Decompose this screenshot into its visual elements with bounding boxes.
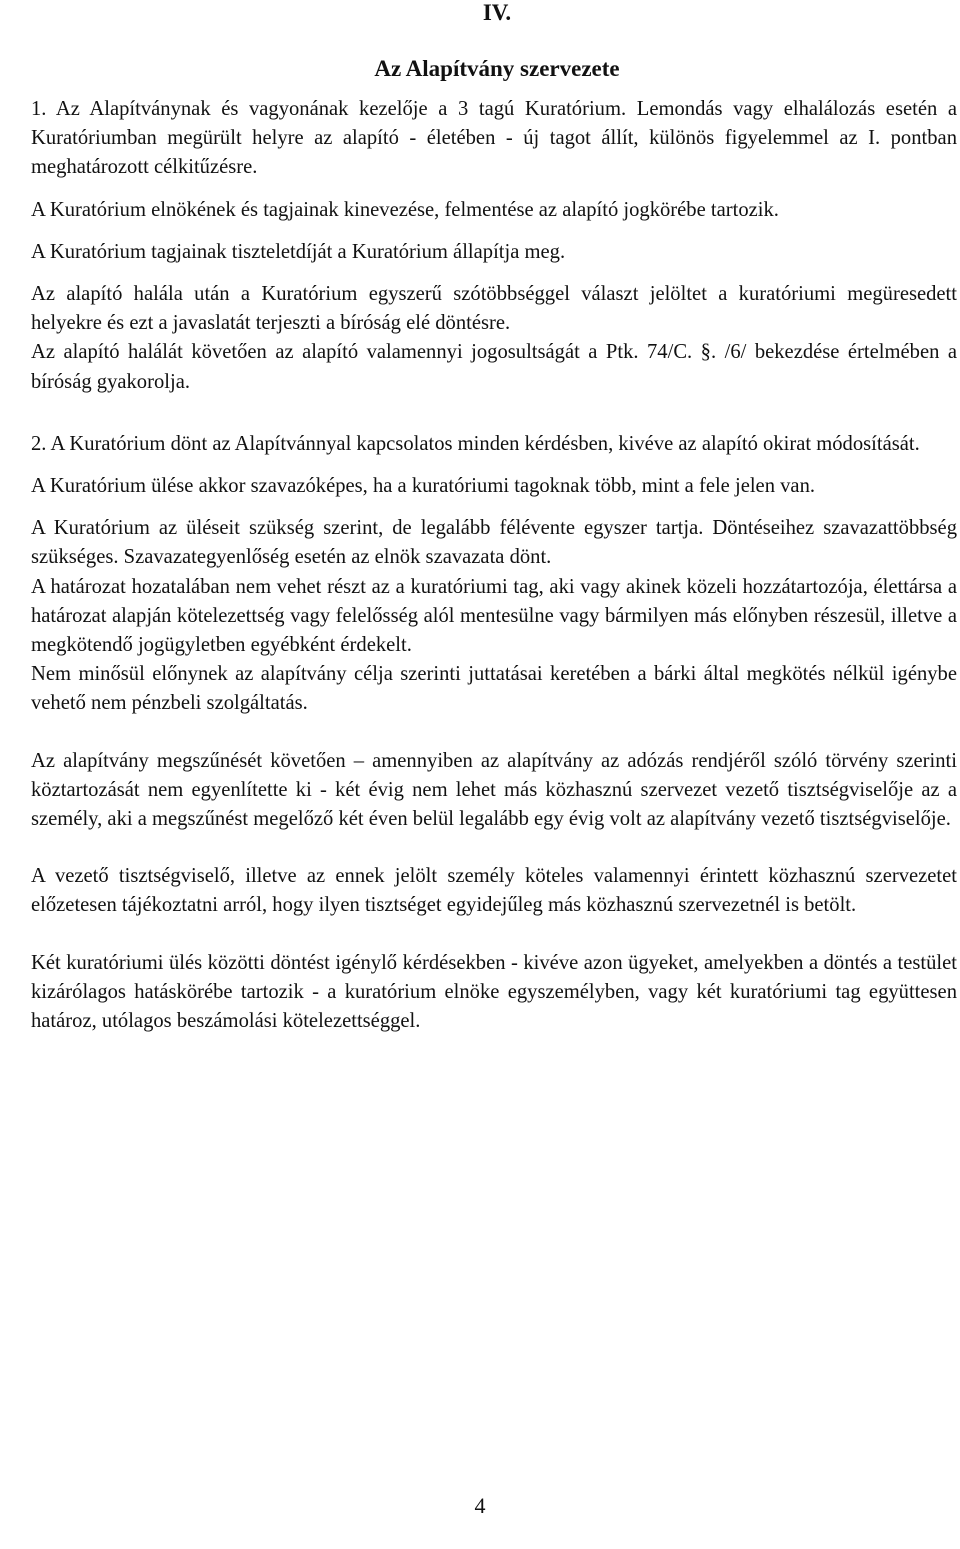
paragraph-6: 2. A Kuratórium dönt az Alapítvánnyal kapcsolatos minden kérdésben, kivéve az alapító okirat módosítását. (31, 432, 920, 455)
paragraph-10: Nem minősül előnynek az alapítvány célja szerinti juttatásai keretében a bárki által megkötés nélkül igénybe vehető nem pénzbeli szolgáltatás. (31, 663, 957, 715)
paragraph-5: Az alapító halálát követően az alapító valamennyi jogosultságát a Ptk. 74/C. §. /6/ bekezdése értelmében a bíróság gyakorolja. (31, 341, 957, 393)
document-page (31, 0, 957, 1036)
paragraph-1: 1. Az Alapítványnak és vagyonának kezelője a 3 tagú Kuratórium. Lemondás vagy elhalálozás esetén a Kuratóriumban megürült helyre az alapító - életében - új tagot állít, különös figyelemmel az I. pontban meghatározott célkitűzésre. (31, 98, 957, 179)
paragraph-9: A határozat hozatalában nem vehet részt az a kuratóriumi tag, aki vagy akinek közeli hozzátartozója, élettársa a határozat alapján kötelezettség vagy felelősség alól mentesülne vagy bármilyen más előnyben részesül, illetve a megkötendő jogügyletben egyébként érdekelt. (31, 575, 957, 657)
paragraph-12: A vezető tisztségviselő, illetve az ennek jelölt személy köteles valamennyi érintett közhasznú szervezetet előzetesen tájékoztatni arról, hogy ilyen tisztséget egyidejűleg más közhasznú szervezetnél is betölt. (31, 865, 957, 917)
chapter-number: IV. (482, 0, 512, 25)
page-number: 4 (474, 1493, 486, 1518)
section-title: Az Alapítvány szervezete (374, 56, 620, 81)
paragraph-11: Az alapítvány megszűnését követően – amennyiben az alapítvány az adózás rendjéről szóló törvény szerinti köztartozását nem egyenlítette ki - két évig nem lehet más közhasznú szervezet vezető tisztségviselője az a személy, aki a megszűnést megelőző két éven belül legalább egy évig volt az alapítvány vezető tisztségviselője. (31, 749, 957, 831)
paragraph-4: Az alapító halála után a Kuratórium egyszerű szótöbbséggel választ jelöltet a kuratóriumi megüresedett helyekre és ezt a javaslatát terjeszti a bíróság elé döntésre. (31, 283, 957, 335)
paragraph-13: Két kuratóriumi ülés közötti döntést igénylő kérdésekben - kivéve azon ügyeket, amelyekben a döntés a testület kizárólagos hatáskörébe tartozik - a kuratórium elnöke egyszemélyben, vagy két kuratóriumi tag együttesen határoz, utólagos beszámolási kötelezettséggel. (31, 951, 957, 1033)
paragraph-8: A Kuratórium az üléseit szükség szerint, de legalább félévente egyszer tartja. Döntéseihez szavazattöbbség szükséges. Szavazategyenlőség esetén az elnök szavazata dönt. (31, 517, 957, 569)
paragraph-3: A Kuratórium tagjainak tiszteletdíját a Kuratórium állapítja meg. (31, 240, 566, 263)
paragraph-2: A Kuratórium elnökének és tagjainak kinevezése, felmentése az alapító jogkörébe tartozik. (31, 198, 779, 221)
paragraph-7: A Kuratórium ülése akkor szavazóképes, ha a kuratóriumi tagoknak több, mint a fele jelen van. (31, 475, 816, 498)
